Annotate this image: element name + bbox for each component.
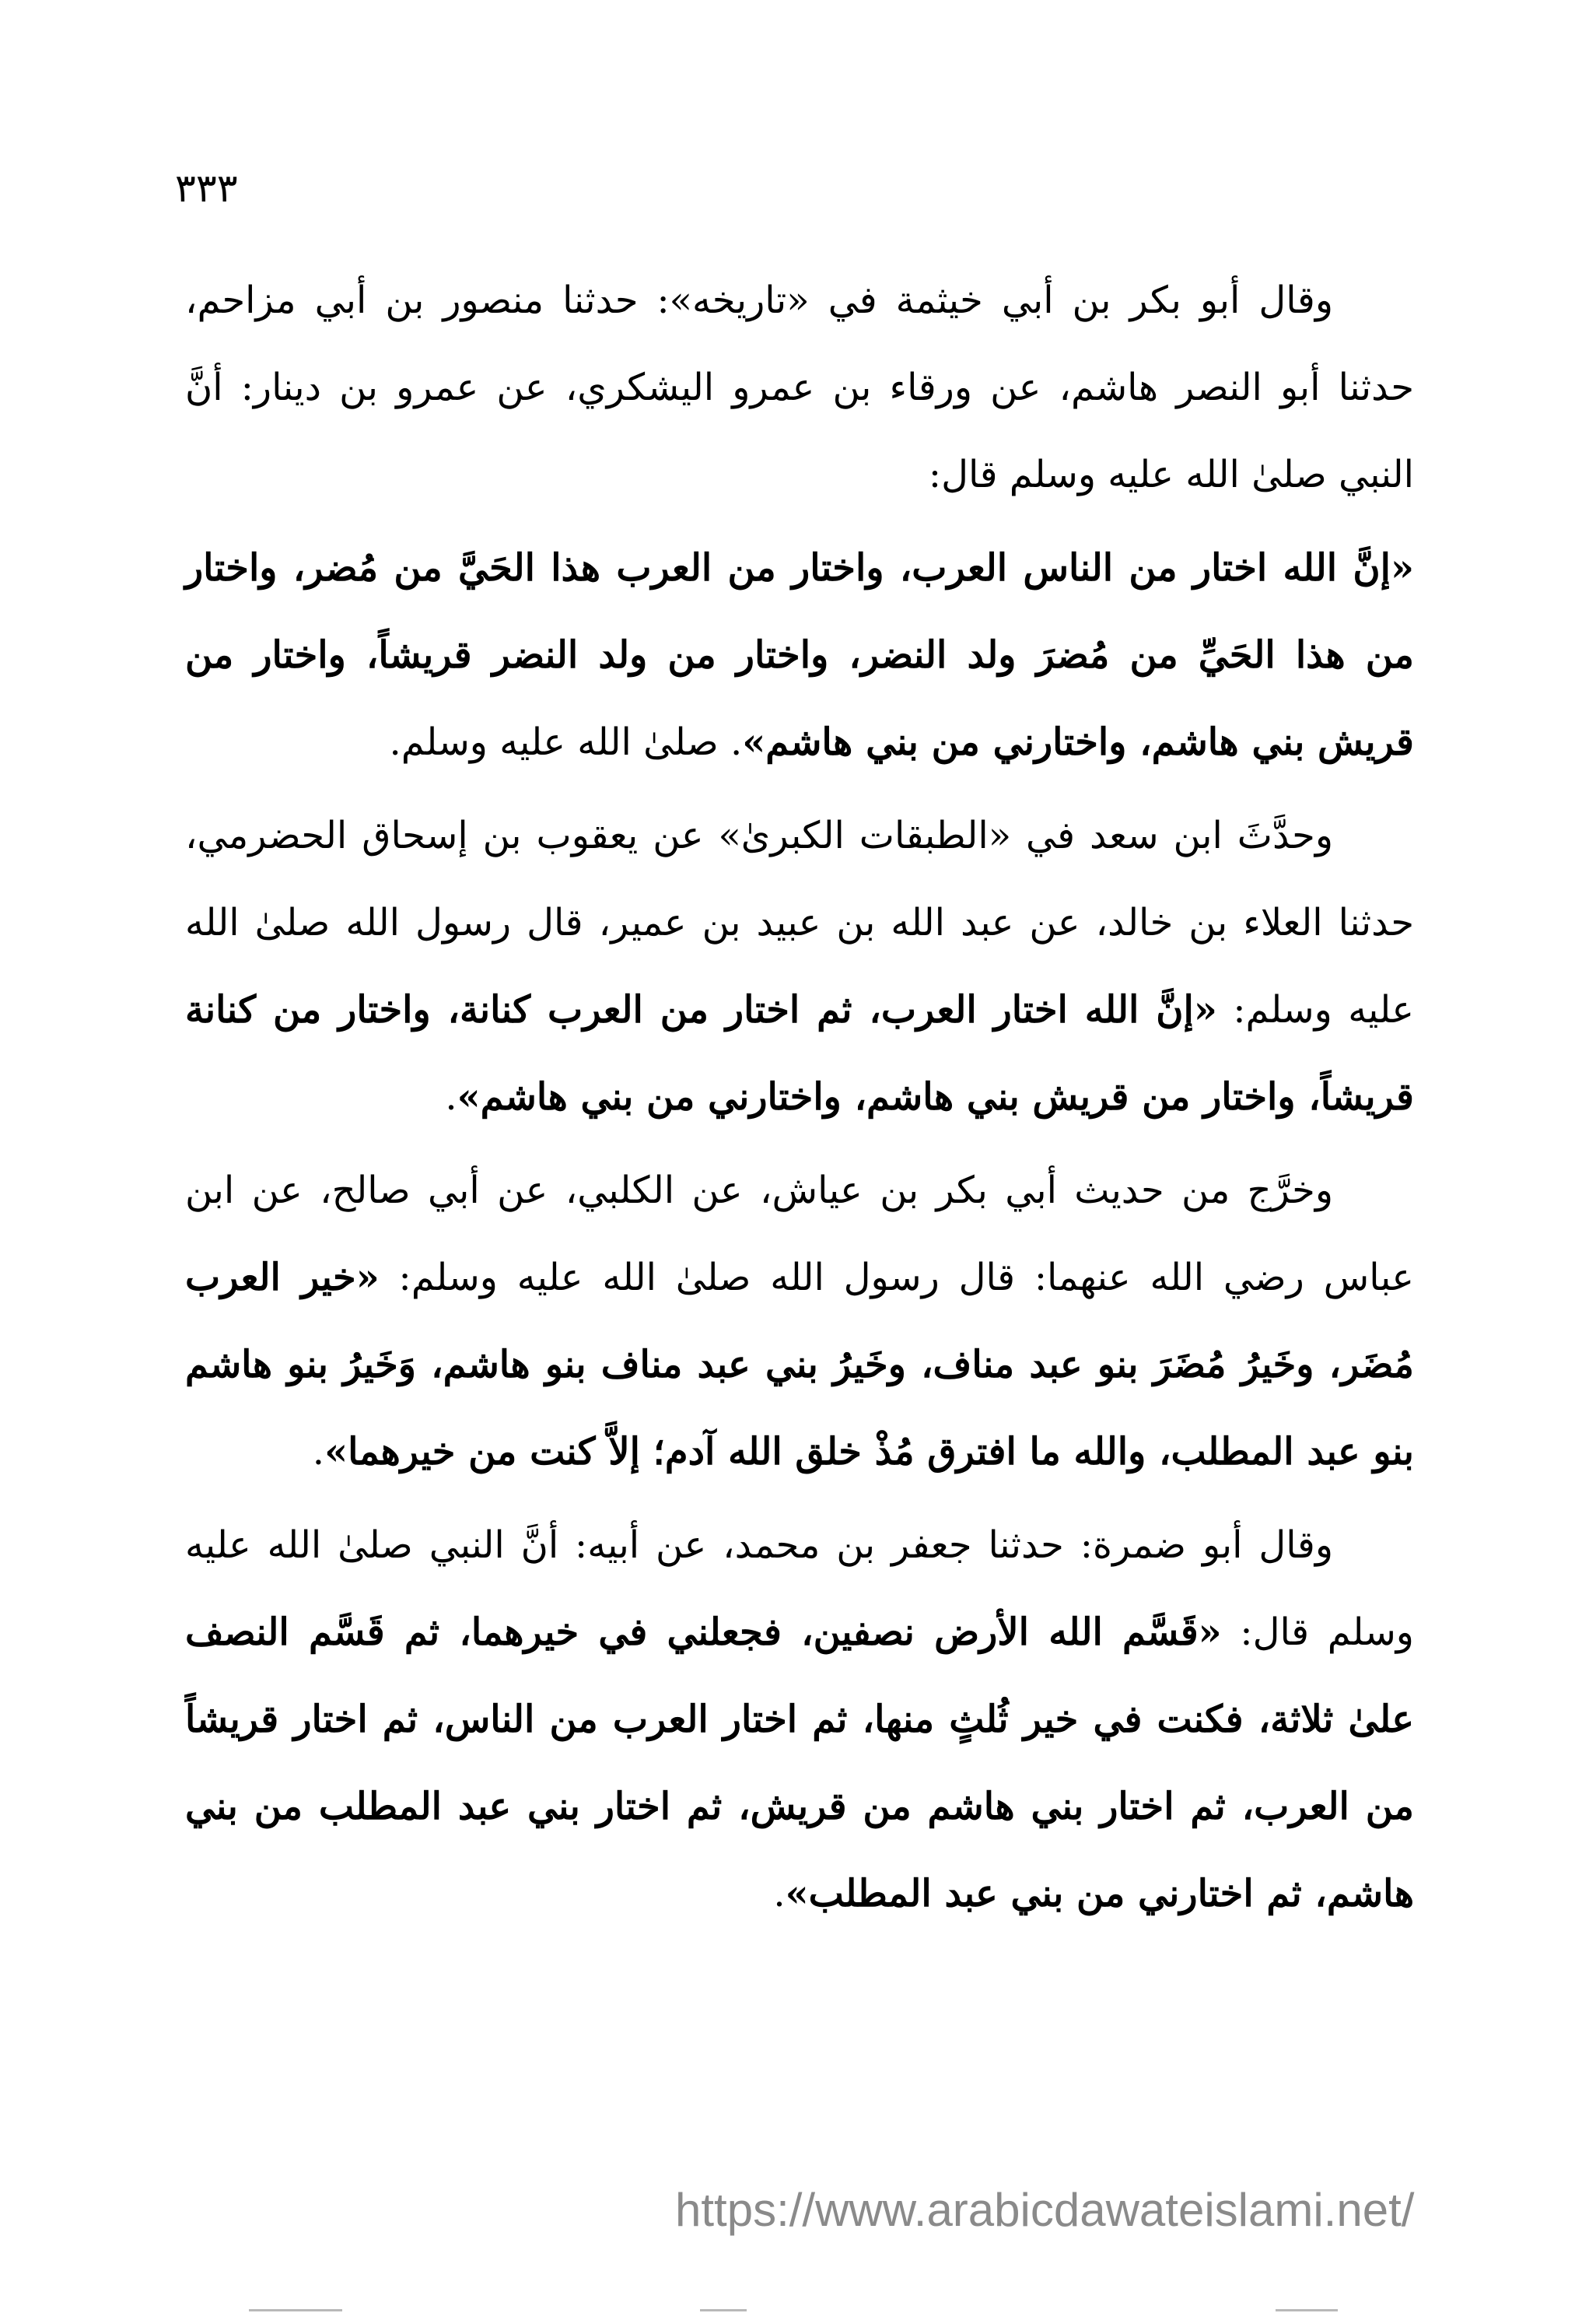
hadith-quote: «إنَّ الله اختار من الناس العرب، واختار من العرب هذا الحَيَّ من مُضر، واختار من هذا الحَيِّ من مُضرَ ولد النضر، واختار من ولد النضر قريشاً، واختار من قريش بني هاشم، واختارني من بني هاشم»	[185, 546, 1414, 764]
page-number: ٣٣٣	[175, 166, 238, 211]
punctuation: .	[445, 1075, 457, 1119]
paragraph-4	[185, 1147, 1414, 1495]
hadith-quote: «إنَّ الله اختار العرب، ثم اختار من العرب كنانة، واختار من كنانة قريشاً، واختار من قريش بني هاشم، واختارني من بني هاشم»	[185, 988, 1414, 1119]
paragraph-5	[185, 1502, 1414, 1937]
punctuation: .	[773, 1872, 786, 1915]
bottom-edge-mark	[249, 2309, 342, 2311]
hadith-quote: «خير العرب مُضَر، وخَيرُ مُضَرَ بنو عبد مناف، وخَيرُ بني عبد مناف بنو هاشم، وَخَيرُ بنو هاشم بنو عبد المطلب، والله ما افترق مُذْ خلق الله آدم؛ إلاَّ كنت من خيرهما»	[185, 1256, 1414, 1474]
bottom-edge-mark	[1276, 2309, 1338, 2311]
paragraph-3	[185, 792, 1414, 1141]
narration-text: وقال أبو بكر بن أبي خيثمة في «تاريخه»: حدثنا منصور بن أبي مزاحم، حدثنا أبو النصر هاشم، عن ورقاء بن عمرو اليشكري، عن عمرو بن دينار: أنَّ النبي صلىٰ الله عليه وسلم قال:	[185, 279, 1414, 496]
source-url: https://www.arabicdawateislami.net/	[675, 2184, 1415, 2236]
hadith-quote: «قَسَّم الله الأرض نصفين، فجعلني في خيرهما، ثم قَسَّم النصف علىٰ ثلاثة، فكنت في خير ثُلثٍ منها، ثم اختار العرب من الناس، ثم اختار قريشاً من العرب، ثم اختار بني هاشم من قريش، ثم اختار بني عبد المطلب من بني هاشم، ثم اختارني من بني عبد المطلب»	[185, 1610, 1414, 1915]
paragraph-1	[185, 257, 1414, 518]
narration-text: وقال أبو ضمرة: حدثنا جعفر بن محمد، عن أبيه: أنَّ النبي صلىٰ الله عليه وسلم قال:	[185, 1523, 1414, 1654]
paragraph-2	[185, 524, 1414, 786]
narration-text: . صلىٰ الله عليه وسلم.	[389, 720, 743, 764]
narration-text: وخرَّج من حديث أبي بكر بن عياش، عن الكلبي، عن أبي صالح، عن ابن عباس رضي الله عنهما: قال رسول الله صلىٰ الله عليه وسلم:	[185, 1169, 1414, 1299]
punctuation: .	[312, 1430, 325, 1474]
narration-text: وحدَّثَ ابن سعد في «الطبقات الكبرىٰ» عن يعقوب بن إسحاق الحضرمي، حدثنا العلاء بن خالد، عن عبد الله بن عبيد بن عمير، قال رسول الله صلىٰ الله عليه وسلم:	[185, 814, 1415, 1032]
body-text	[185, 257, 1414, 1943]
bottom-edge-mark	[700, 2309, 747, 2311]
